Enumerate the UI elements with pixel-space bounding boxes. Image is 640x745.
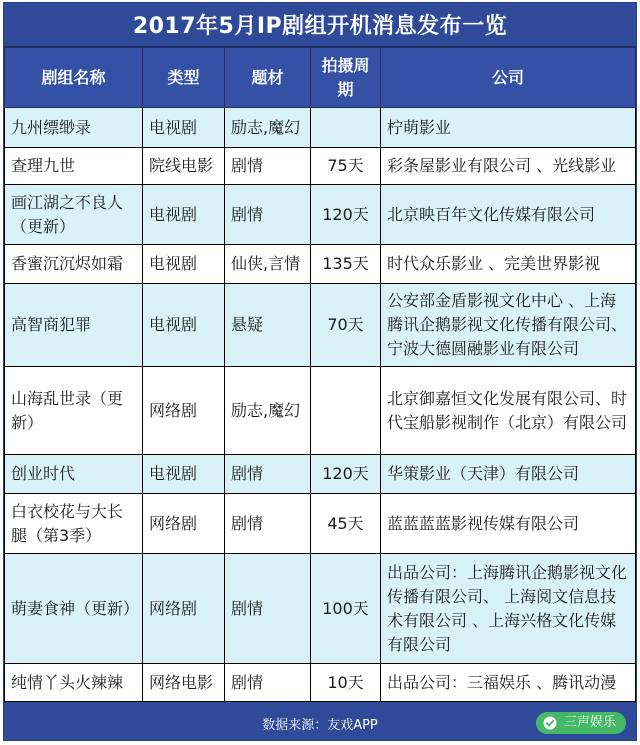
column-header-name: 剧组名称 bbox=[5, 48, 143, 108]
cell-genre: 剧情 bbox=[225, 455, 311, 494]
cell-duration: 100天 bbox=[311, 554, 381, 664]
cell-duration: 45天 bbox=[311, 494, 381, 554]
cell-genre: 剧情 bbox=[225, 185, 311, 245]
cell-duration: 10天 bbox=[311, 664, 381, 702]
table-row bbox=[5, 148, 636, 185]
cell-name: 查理九世 bbox=[5, 148, 143, 185]
data-source: 数据来源：友戏APP bbox=[262, 717, 378, 733]
cell-name: 萌妻食神（更新） bbox=[5, 554, 143, 664]
cell-type: 院线电影 bbox=[143, 148, 225, 185]
cell-duration: 120天 bbox=[311, 185, 381, 245]
cell-genre: 仙侠,言情 bbox=[225, 245, 311, 284]
table-row bbox=[5, 367, 636, 455]
cell-name: 九州缥缈录 bbox=[5, 108, 143, 148]
table-row bbox=[5, 664, 636, 702]
footer bbox=[4, 706, 636, 740]
cell-genre: 剧情 bbox=[225, 494, 311, 554]
cell-type: 电视剧 bbox=[143, 108, 225, 148]
cell-duration bbox=[311, 367, 381, 455]
cell-genre: 剧情 bbox=[225, 664, 311, 702]
cell-company: 北京御嘉恒文化发展有限公司、时代宝船影视制作（北京）有限公司 bbox=[381, 367, 636, 455]
page-title: 2017年5月IP剧组开机消息发布一览 bbox=[4, 3, 636, 47]
cell-company: 柠萌影业 bbox=[381, 108, 636, 148]
table-row bbox=[5, 108, 636, 148]
check-icon bbox=[543, 716, 557, 730]
table-header-row bbox=[5, 48, 636, 108]
cell-duration bbox=[311, 108, 381, 148]
column-header-company: 公司 bbox=[381, 48, 636, 108]
cell-type: 电视剧 bbox=[143, 185, 225, 245]
cell-company: 出品公司：上海腾讯企鹅影视文化传播有限公司、 上海阅文信息技术有限公司 、上海兴格文化传媒有限公司 bbox=[381, 554, 636, 664]
table-row bbox=[5, 554, 636, 664]
cell-company: 蓝蓝蓝蓝影视传媒有限公司 bbox=[381, 494, 636, 554]
cell-name: 白衣校花与大长腿（第3季） bbox=[5, 494, 143, 554]
cell-type: 网络剧 bbox=[143, 367, 225, 455]
column-header-genre: 题材 bbox=[225, 48, 311, 108]
cell-name: 香蜜沉沉烬如霜 bbox=[5, 245, 143, 284]
cell-duration: 135天 bbox=[311, 245, 381, 284]
cell-genre: 励志,魔幻 bbox=[225, 367, 311, 455]
cell-name: 画江湖之不良人（更新） bbox=[5, 185, 143, 245]
cell-type: 电视剧 bbox=[143, 455, 225, 494]
cell-company: 彩条屋影业有限公司 、光线影业 bbox=[381, 148, 636, 185]
data-table bbox=[4, 47, 636, 702]
cell-company: 北京映百年文化传媒有限公司 bbox=[381, 185, 636, 245]
cell-genre: 悬疑 bbox=[225, 284, 311, 367]
cell-company: 时代众乐影业 、完美世界影视 bbox=[381, 245, 636, 284]
table-row bbox=[5, 494, 636, 554]
cell-genre: 剧情 bbox=[225, 554, 311, 664]
infographic bbox=[3, 2, 637, 741]
cell-name: 纯情丫头火辣辣 bbox=[5, 664, 143, 702]
column-header-type: 类型 bbox=[143, 48, 225, 108]
cell-duration: 70天 bbox=[311, 284, 381, 367]
column-header-duration: 拍摄周期 bbox=[311, 48, 381, 108]
cell-duration: 75天 bbox=[311, 148, 381, 185]
cell-type: 网络剧 bbox=[143, 494, 225, 554]
cell-genre: 励志,魔幻 bbox=[225, 108, 311, 148]
brand-name: 三声娱乐 bbox=[563, 715, 616, 730]
cell-type: 电视剧 bbox=[143, 284, 225, 367]
cell-duration: 120天 bbox=[311, 455, 381, 494]
cell-company: 华策影业（天津）有限公司 bbox=[381, 455, 636, 494]
table-row bbox=[5, 284, 636, 367]
table-row bbox=[5, 185, 636, 245]
cell-type: 电视剧 bbox=[143, 245, 225, 284]
cell-name: 创业时代 bbox=[5, 455, 143, 494]
cell-company: 出品公司：三福娱乐 、腾讯动漫 bbox=[381, 664, 636, 702]
table-row bbox=[5, 245, 636, 284]
cell-name: 山海乱世录（更新） bbox=[5, 367, 143, 455]
cell-genre: 剧情 bbox=[225, 148, 311, 185]
cell-name: 高智商犯罪 bbox=[5, 284, 143, 367]
brand-badge bbox=[536, 712, 626, 734]
cell-company: 公安部金盾影视文化中心 、上海腾讯企鹅影视文化传播有限公司、宁波大德圆融影业有限公司 bbox=[381, 284, 636, 367]
cell-type: 网络电影 bbox=[143, 664, 225, 702]
cell-type: 网络剧 bbox=[143, 554, 225, 664]
table-row bbox=[5, 455, 636, 494]
